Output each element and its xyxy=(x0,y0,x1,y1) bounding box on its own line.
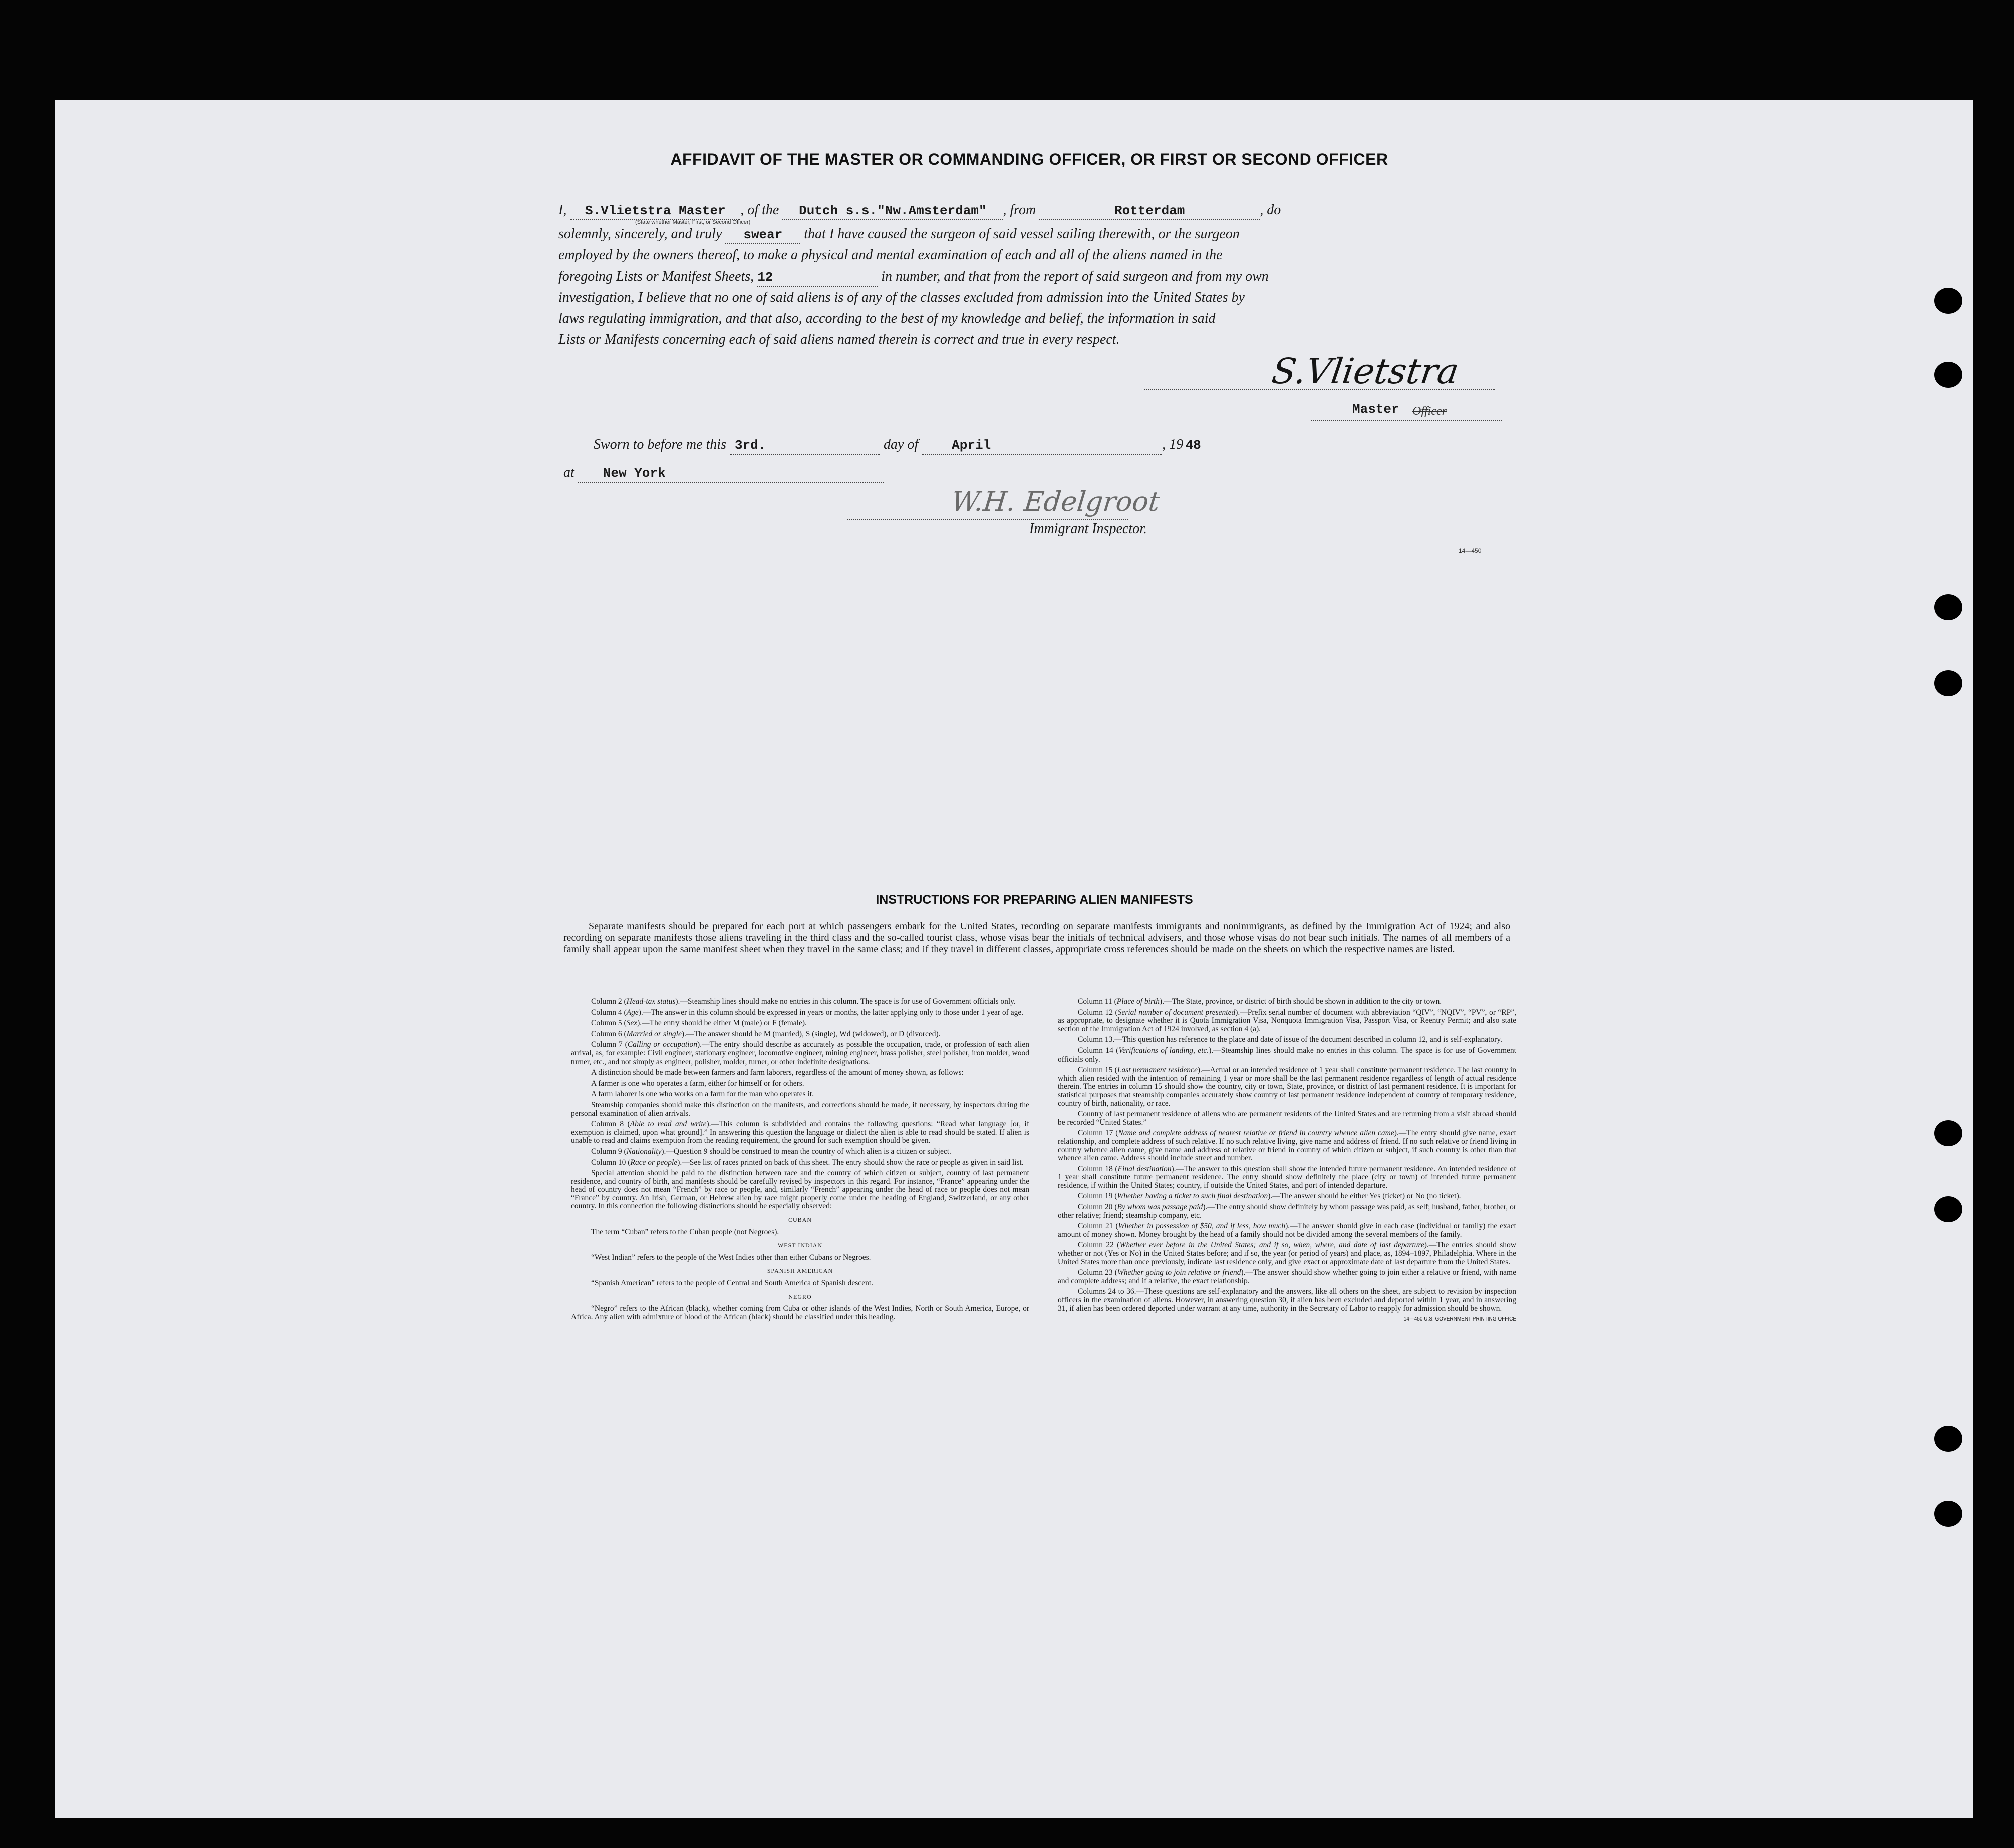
spanish-american-heading: SPANISH AMERICAN xyxy=(767,1267,833,1275)
affidavit-line-6: laws regulating immigration, and that also, according to the best of my knowledge and belief, the information in said xyxy=(558,311,1216,326)
vessel-field: Dutch s.s."Nw.Amsterdam" xyxy=(782,202,1003,220)
column-15-text: Column 15 (Last permanent residence).—Actual or an intended residence of 1 year shall constitute permanent residence. The last country in which alien resided with the intention of remaining 1 year or more shall be the last permanent residence regardless of length of actual residence therein. The entries in column 15 should show the country, city or town, State, province, or district of last permanent residence. It is important for statistical purposes that steamship companies accurately show country of last permanent residence independent of country of temporary residence, country of birth, nationality, or race. xyxy=(1058,1066,1516,1108)
column-4-text: Column 4 (Age).—The answer in this column should be expressed in years or months, the latter applying only to those under 1 year of age. xyxy=(591,1008,1024,1017)
west-indian-text: “West Indian” refers to the people of the West Indies other than either Cubans or Negroes. xyxy=(591,1253,871,1262)
column-21-text: Column 21 (Whether in possession of $50, and if less, how much).—The answer should give in each case (individual or family) the exact amount of money shown. Money brought by the head of a family should not be divided among the several members of the family. xyxy=(1058,1222,1516,1239)
punch-hole-6 xyxy=(1934,1196,1962,1222)
signer-title: Master xyxy=(1352,402,1399,417)
signature-line xyxy=(1144,389,1495,390)
title-line xyxy=(1311,420,1502,421)
cuban-heading: CUBAN xyxy=(788,1216,812,1224)
printing-office-note: 14—450 U.S. GOVERNMENT PRINTING OFFICE xyxy=(1403,1316,1516,1323)
officer-rank-note: (State whether Master, First, or Second Officer) xyxy=(635,219,751,225)
port-from-field: Rotterdam xyxy=(1039,202,1260,220)
column-8-text: Column 8 (Able to read and write).—This column is subdivided and contains the following questions: “Read what language [or, if exemption is claimed, upon what ground].” In answering this question the language or dialect the alien is able to read should be stated. If alien is unable to read and claims exemption from the reading requirement, the ground for such exemption should be given. xyxy=(571,1120,1029,1145)
column-5-text: Column 5 (Sex).—The entry should be either M (male) or F (female). xyxy=(591,1019,807,1028)
column-2-text: Column 2 (Head-tax status).—Steamship lines should make no entries in this column. The space is for use of Government officials only. xyxy=(591,997,1016,1006)
column-13-text: Column 13.—This question has reference to the place and date of issue of the document described in column 12, and is self-explanatory. xyxy=(1078,1035,1502,1044)
punch-hole-8 xyxy=(1934,1501,1962,1527)
day-field: 3rd. xyxy=(730,437,880,455)
punch-hole-2 xyxy=(1934,362,1962,388)
affidavit-title: AFFIDAVIT OF THE MASTER OR COMMANDING OFFICER, OR FIRST OR SECOND OFFICER xyxy=(670,150,1388,168)
column-18-text: Column 18 (Final destination).—The answer to this question shall show the intended future permanent residence. An intended residence of 1 year shall constitute future permanent residence. The entry should show definitely the place (city or town) of intended future permanent residence, if within the United States; country, if outside the United States, and port of intended departure. xyxy=(1058,1164,1516,1190)
month-field: April xyxy=(922,437,1162,455)
distinction-text: A distinction should be made between farmers and farm laborers, regardless of the amount of money shown, as follows: xyxy=(591,1068,964,1077)
word-do: , do xyxy=(1260,202,1281,218)
column-11-text: Column 11 (Place of birth).—The State, province, or district of birth should be shown in addition to the city or town. xyxy=(1078,997,1442,1006)
affidavit-line-5: investigation, I believe that no one of said aliens is of any of the classes excluded from admission into the United States by xyxy=(558,290,1245,305)
steamship-text: Steamship companies should make this distinction on the manifests, and corrections should be made, if necessary, by inspectors during the personal examination of alien arrivals. xyxy=(571,1100,1029,1118)
punch-hole-1 xyxy=(1934,288,1962,314)
oath-field: swear xyxy=(725,226,800,244)
inspector-title: Immigrant Inspector. xyxy=(1029,521,1147,537)
sworn-line xyxy=(594,435,1535,455)
word-of-the: , of the xyxy=(740,202,779,218)
column-19-text: Column 19 (Whether having a ticket to such final destination).—The answer should be either Yes (ticket) or No (no ticket). xyxy=(1078,1192,1461,1201)
place-field: New York xyxy=(578,465,884,483)
negro-heading: NEGRO xyxy=(788,1293,812,1300)
columns-24-36-text: Columns 24 to 36.—These questions are self-explanatory and the answers, like all others on the sheet, are subject to revision by inspection officers in the examination of aliens. However, in answering question 30, if alien has been excluded and deported within 1 year, and in answering 31, if alien has been ordered deported under warrant at any time, authority in the Secretary of Labor to reapply for admission should be shown. xyxy=(1058,1287,1516,1313)
word-i: I, xyxy=(558,202,567,218)
document-sheet xyxy=(55,100,1973,1818)
sworn-b: day of xyxy=(883,437,919,452)
west-indian-heading: WEST INDIAN xyxy=(777,1242,823,1249)
column-12-text: Column 12 (Serial number of document presented).—Prefix serial number of document with abbreviation “QIV”, “NQIV”, “PV”, or “RP”, as appropriate, to designate whether it is Quota Immigration Visa, Nonquota Immigration Visa, Passport Visa, or Reentry Permit; and also state section of the Immigration Act of 1924 involved, as section 4 (a). xyxy=(1058,1008,1516,1033)
line4-b: in number, and that from the report of said surgeon and from my own xyxy=(881,269,1269,284)
column-7-text: Column 7 (Calling or occupation).—The entry should describe as accurately as possible the occupation, trade, or profession of each alien arrival, as, for example: Civil engineer, stationary engineer, locomotive engineer, mining engineer, brass polisher, steel polisher, iron molder, wood turner, etc., and not simply as engineer, polisher, molder, turner, or other indefinite designations. xyxy=(571,1040,1029,1066)
column-10-text: Column 10 (Race or people).—See list of races printed on back of this sheet. The entry should show the race or people as given in said list. xyxy=(591,1158,1024,1167)
punch-hole-3 xyxy=(1934,594,1962,620)
master-signature: S.Vlietstra xyxy=(1269,351,1462,392)
affidavit-line-3: employed by the owners thereof, to make a physical and mental examination of each and all of the aliens named in the xyxy=(558,247,1223,263)
affidavit-line-4 xyxy=(558,267,1500,287)
sworn-a: Sworn to before me this xyxy=(594,437,726,452)
line2-a: solemnly, sincerely, and truly xyxy=(558,226,722,242)
punch-hole-5 xyxy=(1934,1120,1962,1146)
officer-name-field: S.Vlietstra Master xyxy=(570,202,740,220)
special-attention-text: Special attention should be paid to the distinction between race and the country of which citizen or subject, country of last permanent residence, and country of birth, and manifests should be carefully revised by inspectors in this regard. For instance, “France” appearing under the head of country does not mean “French” by race or people, and, similarly “French” appearing under the head of race or people does not mean “France” by country. An Irish, German, or Hebrew alien by race might properly come under the heading of England, Switzerland, or any other country. In this connection the following distinctions should be especially observed: xyxy=(571,1169,1029,1211)
negro-text: “Negro” refers to the African (black), whether coming from Cuba or other islands of the West Indies, North or South America, Europe, or Africa. Any alien with admixture of blood of the African (black) should be classified under this heading. xyxy=(571,1304,1029,1322)
sheet-count-field: 12 xyxy=(757,269,878,287)
word-from: , from xyxy=(1003,202,1036,218)
punch-hole-4 xyxy=(1934,670,1962,696)
column-22-text: Column 22 (Whether ever before in the United States; and if so, when, where, and date of last departure).—The entries should show whether or not (Yes or No) in the United States before; and if so, the year (or period of years) and place, as, 1894–1897, Philadelphia. Where in the United States more than once previously, indicate last residence only, and give exact or approximate date of last departure from the United States. xyxy=(1058,1241,1517,1266)
affidavit-line-1 xyxy=(558,200,1500,220)
place-line xyxy=(563,463,1505,483)
column-20-text: Column 20 (By whom was passage paid).—The entry should show definitely by whom passage was paid, as self; husband, father, brother, or other relative; friend; steamship company, etc. xyxy=(1058,1203,1517,1220)
sworn-c: , 19 xyxy=(1162,437,1184,452)
cuban-text: The term “Cuban” refers to the Cuban people (not Negroes). xyxy=(591,1227,779,1236)
year-field: 48 xyxy=(1185,438,1201,453)
inspector-signature: W.H. Edelgroot xyxy=(950,486,1162,517)
farm-laborer-text: A farm laborer is one who works on a farm for the man who operates it. xyxy=(591,1090,814,1099)
at-label: at xyxy=(563,465,574,480)
farmer-text: A farmer is one who operates a farm, either for himself or for others. xyxy=(591,1079,804,1088)
line4-a: foregoing Lists or Manifest Sheets, xyxy=(558,269,754,284)
inspector-signature-line xyxy=(847,519,1128,520)
struck-officer-word: Officer xyxy=(1412,405,1447,418)
instructions-right-column xyxy=(1058,998,1516,1327)
spanish-american-text: “Spanish American” refers to the people of Central and South America of Spanish descent. xyxy=(591,1279,874,1288)
affidavit-line-7: Lists or Manifests concerning each of said aliens named therein is correct and true in every respect. xyxy=(558,332,1120,347)
form-number: 14—450 xyxy=(1459,547,1482,554)
instructions-left-column xyxy=(571,998,1029,1324)
instructions-title: INSTRUCTIONS FOR PREPARING ALIEN MANIFESTS xyxy=(876,893,1193,907)
column-9-text: Column 9 (Nationality).—Question 9 should be construed to mean the country of which alien is a citizen or subject. xyxy=(591,1147,951,1156)
column-14-text: Column 14 (Verifications of landing, etc.).—Steamship lines should make no entries in this column. The space is for use of Government officials only. xyxy=(1058,1046,1516,1064)
line2-b: that I have caused the surgeon of said vessel sailing therewith, or the surgeon xyxy=(804,226,1240,242)
column-23-text: Column 23 (Whether going to join relative or friend).—The answer should show whether going to join either a relative or friend, with name and complete address; and if a relative, the exact relationship. xyxy=(1058,1268,1516,1285)
instructions-intro: Separate manifests should be prepared for each port at which passengers embark for the United States, recording on separate manifests immigrants and nonimmigrants, as defined by the Immigration Act of 1924; and also recording on separate manifests those aliens traveling in the third class and the so-called tourist class, whose visas bear the initials of technical advisers, and those whose visas do not bear such initials. The names of all members of a family shall appear upon the same manifest sheet when they travel in the same class; and if they travel in different classes, appropriate cross references should be made on the sheets on which the respective names are listed. xyxy=(563,921,1510,955)
punch-hole-7 xyxy=(1934,1426,1962,1452)
country-residence-text: Country of last permanent residence of aliens who are permanent residents of the United States and are returning from a visit abroad should be recorded “United States.” xyxy=(1058,1110,1516,1127)
column-6-text: Column 6 (Married or single).—The answer should be M (married), S (single), Wd (widowed), or D (divorced). xyxy=(591,1029,941,1038)
column-17-text: Column 17 (Name and complete address of nearest relative or friend in country whence alien came).—The entry should give name, exact relationship, and complete address of such relative. If no such relative living, give name and address of friend. If no such relative or friend living in country whence alien came, give name and address of relative or friend in country of which citizen or subject, if such country is other than that whence alien came. Address should include street and number. xyxy=(1058,1129,1516,1163)
affidavit-line-2 xyxy=(558,224,1500,244)
